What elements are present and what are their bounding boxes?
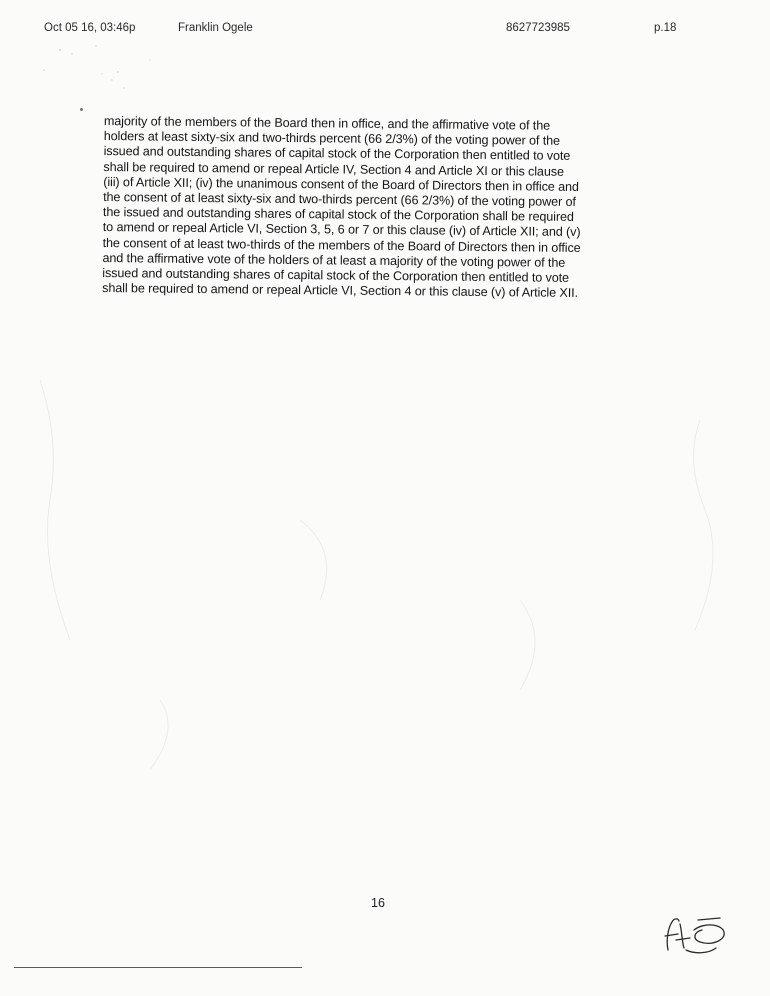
text-line: (iii) of Article XII; (iv) the unanimous consent of the Board of Directors then in office and [103, 174, 579, 194]
fax-phone-number: 8627723985 [506, 22, 570, 34]
handwritten-initials [660, 910, 728, 958]
page-number: 16 [371, 896, 385, 910]
fax-date-time: Oct 05 16, 03:46p [44, 22, 136, 34]
text-line: issued and outstanding shares of capital stock of the Corporation then entitled to vote [103, 144, 571, 164]
text-line: the issued and outstanding shares of capital stock of the Corporation shall be required [102, 205, 574, 225]
fax-page-number: p.18 [654, 22, 677, 34]
text-line: and the affirmative vote of the holders of at least a majority of the voting power of the [102, 250, 566, 270]
text-line: shall be required to amend or repeal Article IV, Section 4 and Article XI or this clause [103, 159, 564, 179]
fax-header [44, 22, 694, 40]
footer-rule [14, 967, 302, 968]
text-line: the consent of at least two-thirds of the members of the Board of Directors then in office [102, 235, 581, 255]
text-line: holders at least sixty-six and two-thirds percent (66 2/3%) of the voting power of the [103, 129, 561, 148]
margin-mark [80, 108, 83, 111]
fax-sender-name: Franklin Ogele [178, 22, 253, 34]
text-line: the consent of at least sixty-six and two-thirds percent (66 2/3%) of the voting power of [103, 190, 576, 209]
text-line: majority of the members of the Board then in office, and the affirmative vote of the [103, 114, 551, 133]
text-line: issued and outstanding shares of capital stock of the Corporation then entitled to vote [102, 266, 570, 285]
document-body [102, 114, 676, 302]
text-line: to amend or repeal Article VI, Section 3, 5, 6 or 7 or this clause (iv) of Article XII; and (v) [102, 220, 581, 240]
text-line: shall be required to amend or repeal Article VI, Section 4 or this clause (v) of Article XII. [102, 281, 579, 301]
